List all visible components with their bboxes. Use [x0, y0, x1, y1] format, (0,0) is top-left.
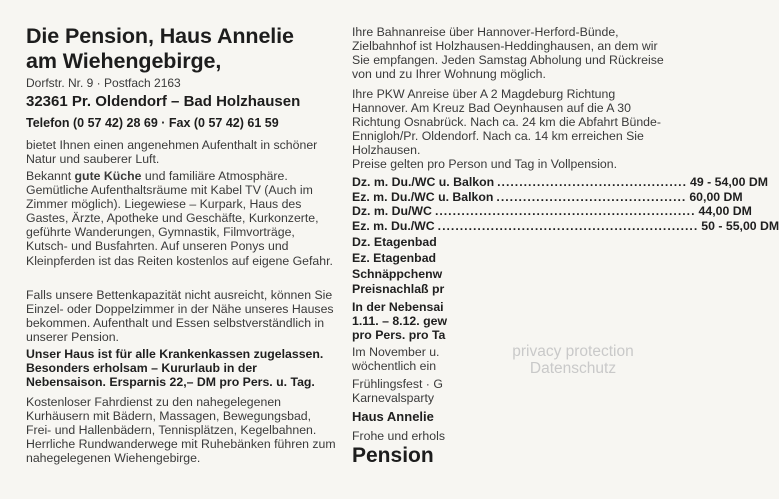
etagen-single: Ez. Etagenbad: [352, 251, 437, 265]
privacy-watermark: privacy protection Datenschutz: [512, 343, 634, 377]
price-row: Ez. m. Du./WC u. Balkon ........................................... 60,00 DM: [352, 190, 743, 204]
intro-paragraph: bietet Ihnen einen angenehmen Aufenthalt in schöner Natur und sauberer Luft.: [26, 138, 318, 167]
insurance-paragraph: Unser Haus ist für alle Krankenkassen zugelassen. Besonders erholsam – Kururlaub in der Nebensaison. Ersparnis 22,– DM pro Pers. u. Tag.: [26, 347, 324, 390]
haus-annelie-heading: Haus Annelie: [352, 409, 434, 424]
festival-line-2: Karnevalsparty: [352, 391, 435, 405]
etagen-double: Dz. Etagenbad: [352, 235, 437, 249]
price-row: Dz. m. Du./WC u. Balkon ........................................... 49 - 54,00 DM: [352, 175, 768, 189]
price-row: Dz. m. Du/WC ........................................................... 44,00 DM: [352, 204, 752, 218]
shuttle-paragraph: Kostenloser Fahrdienst zu den nahegelegenen Kurhäusern mit Bädern, Massagen, Bewegungsbad, Frei- und Hallenbädern, Tennisplätzen, Kegelbahnen. Herrliche Rundwanderwege mit Ruhebänken führen zum nahegelegenen Wiehengebirge.: [26, 395, 336, 466]
capacity-paragraph: Falls unsere Bettenkapazität nicht ausreicht, können Sie Einzel- oder Doppelzimmer in der Nähe unseres Hauses bekommen. Aufenthalt und Essen selbstverständlich in unserer Pension.: [26, 288, 334, 345]
title-line-1: Die Pension, Haus Annelie: [26, 24, 294, 48]
amenities-paragraph: Bekannt gute Küche und familiäre Atmosphäre. Gemütliche Aufenthaltsräume mit Kabel TV (Auch im Zimmer möglich). Liegewiese – Kurpark, Haus des Gastes, Ärzte, Apotheke und Geschäfte, Kurkonzerte, geführte Wanderungen, Gymnastik, Filmvorträge, Kutsch- und Busfahrten. Auf unseren Ponys und Kleinpferden ist das Reiten kostenlos auf eigene Gefahr.: [26, 169, 333, 268]
price-note: Preise gelten pro Person und Tag in Vollpension.: [352, 157, 618, 171]
november-line-2: wöchentlich ein: [352, 359, 437, 373]
title-line-2: am Wiehengebirge,: [26, 49, 222, 73]
price-discount: Preisnachlaß pr: [352, 282, 445, 296]
pension-heading: Pension: [352, 444, 434, 467]
farewell-line: Frohe und erhols: [352, 429, 445, 443]
november-line-1: Im November u.: [352, 345, 440, 359]
offseason-line-2: 1.11. – 8.12. gew: [352, 314, 448, 328]
offseason-line-3: pro Pers. pro Ta: [352, 328, 446, 342]
car-arrival-paragraph: Ihre PKW Anreise über A 2 Magdeburg Richtung Hannover. Am Kreuz Bad Oeynhausen auf die A 30 Richtung Osnabrück. Nach ca. 24 km die Abfahrt Bünde-Ennigloh/Pr. Oldendorf. Nach ca. 14 km erreichen Sie Holzhausen.: [352, 87, 661, 157]
phone-fax-line: Telefon (0 57 42) 28 69 · Fax (0 57 42) 61 59: [26, 116, 279, 130]
address-line: Dorfstr. Nr. 9 · Postfach 2163: [26, 76, 181, 90]
price-row: Ez. m. Du./WC ........................................................... 50 - 55,00 DM: [352, 219, 779, 233]
good-food-highlight: gute Küche: [74, 169, 142, 183]
bargain-weeks: Schnäppchenw: [352, 267, 443, 281]
city-line: 32361 Pr. Oldendorf – Bad Holzhausen: [26, 93, 301, 110]
offseason-line-1: In der Nebensai: [352, 300, 444, 314]
festival-line-1: Frühlingsfest · G: [352, 377, 443, 391]
train-arrival-paragraph: Ihre Bahnanreise über Hannover-Herford-Bünde, Zielbahnhof ist Holzhausen-Heddinghausen, an dem wir Sie empfangen. Jeden Samstag Abholung und Rückreise von und zu Ihrer Wohnung möglich.: [352, 25, 664, 81]
